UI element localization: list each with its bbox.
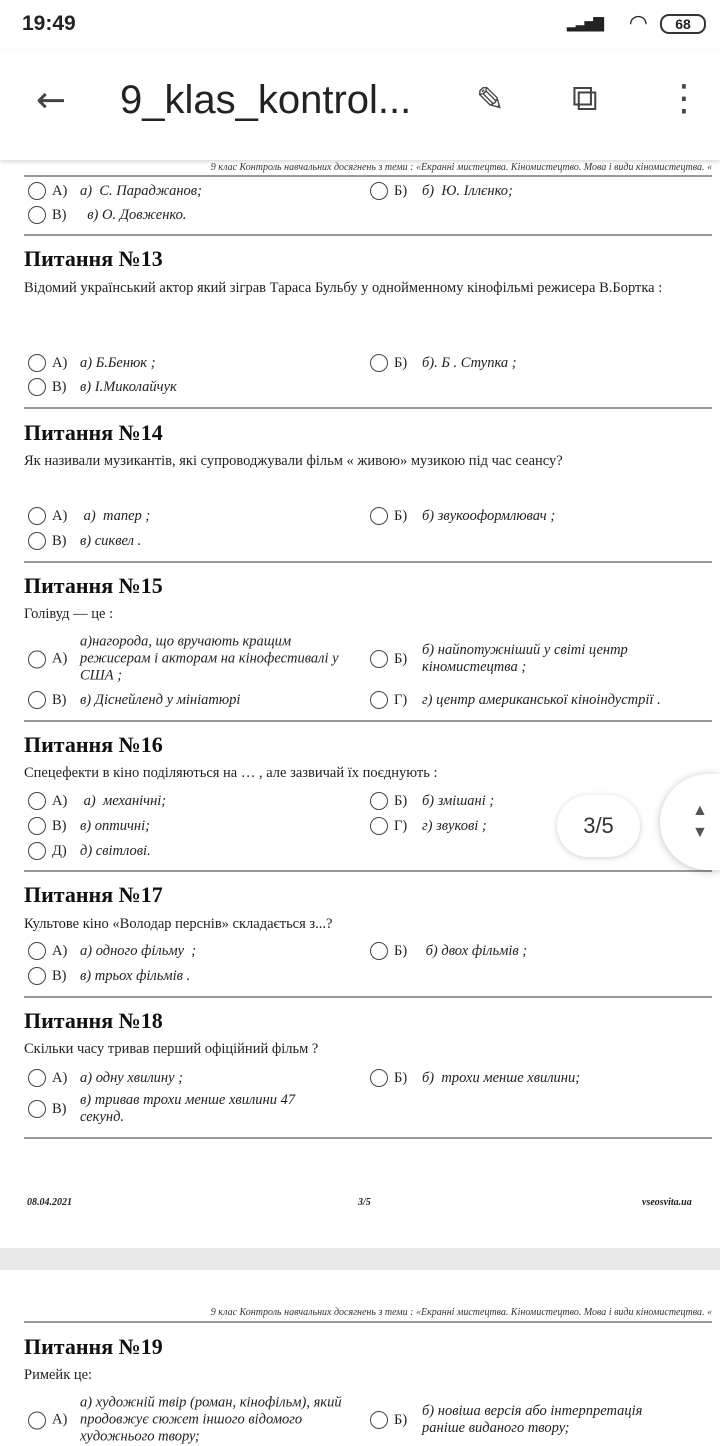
radio-button[interactable]	[28, 532, 46, 550]
question-text: Культове кіно «Володар перснів» складається з...?	[24, 916, 333, 932]
scroll-up-down-icon: ▲ ▼	[692, 802, 708, 841]
answer-option[interactable]	[28, 634, 345, 685]
open-external-icon[interactable]: ⧉	[572, 78, 598, 119]
answer-option[interactable]	[28, 206, 187, 224]
option-text: а) тапер ;	[80, 507, 151, 524]
question-title: Питання №18	[24, 1008, 163, 1033]
radio-button[interactable]	[28, 206, 46, 224]
option-letter: Г)	[394, 817, 408, 834]
question-title: Питання №14	[24, 420, 163, 445]
answer-option[interactable]	[28, 532, 141, 550]
answer-option[interactable]	[28, 842, 151, 860]
wifi-icon: ◠	[628, 10, 648, 35]
radio-button[interactable]	[28, 1100, 46, 1118]
answer-option[interactable]	[28, 182, 202, 200]
option-letter: В)	[52, 817, 67, 834]
option-text: а) одного фільму ;	[80, 942, 197, 959]
option-letter: Б)	[394, 182, 408, 199]
divider	[24, 175, 712, 177]
edit-pencil-icon[interactable]: ✎	[476, 80, 505, 120]
question-title: Питання №16	[24, 732, 163, 757]
option-text: в) Діснейленд у мініатюрі	[80, 691, 241, 708]
option-letter: А)	[52, 1069, 68, 1086]
status-bar	[0, 0, 720, 50]
option-letter: А)	[52, 1411, 68, 1428]
answer-option[interactable]	[28, 1395, 345, 1446]
radio-button[interactable]	[370, 1411, 388, 1429]
option-letter: В)	[52, 967, 67, 984]
toolbar	[0, 50, 720, 160]
radio-button[interactable]	[28, 842, 46, 860]
option-letter: А)	[52, 942, 68, 959]
radio-button[interactable]	[28, 691, 46, 709]
option-letter: В)	[52, 532, 67, 549]
option-text: б) найпотужніший у світі центр кіномистецтва ;	[422, 642, 628, 675]
radio-button[interactable]	[28, 378, 46, 396]
option-letter: Б)	[394, 1411, 408, 1428]
answer-option[interactable]	[28, 817, 150, 835]
more-options-icon[interactable]: ⋮	[666, 78, 702, 119]
option-text: а) художній твір (роман, кінофільм), який продовжує сюжет іншого відомого художнього твору;	[80, 1394, 342, 1445]
clock: 19:49	[22, 12, 76, 35]
option-letter: А)	[52, 792, 68, 809]
option-text: б). Б . Ступка ;	[422, 354, 517, 371]
option-text: б) змішані ;	[422, 792, 495, 809]
radio-button[interactable]	[28, 817, 46, 835]
answer-option[interactable]	[370, 507, 555, 525]
radio-button[interactable]	[28, 1411, 46, 1429]
option-text: а) механічні;	[80, 792, 167, 809]
divider	[24, 234, 712, 236]
radio-button[interactable]	[28, 182, 46, 200]
answer-option[interactable]	[28, 792, 166, 810]
divider	[24, 870, 712, 872]
divider	[24, 1321, 712, 1323]
option-letter: Б)	[394, 1069, 408, 1086]
option-letter: В)	[52, 1100, 67, 1117]
option-text: в) трьох фільмів .	[80, 967, 191, 984]
answer-option[interactable]	[28, 507, 150, 525]
page-header: 9 клас Контроль навчальних досягнень з теми : «Екранні мистецтва. Кіномистецтво. Мова і види кіномистецтва. «	[210, 1307, 712, 1318]
option-letter: Б)	[394, 507, 408, 524]
page-gap	[0, 1248, 720, 1270]
option-text: в) оптичні;	[80, 817, 150, 834]
option-text: б) Ю. Іллєнко;	[422, 182, 513, 199]
answer-option[interactable]	[28, 1069, 183, 1087]
document-title: 9_klas_kontrol...	[120, 78, 412, 122]
option-text: а)нагорода, що вручають кращим режисерам і акторам на кінофестивалі у США ;	[80, 633, 339, 684]
battery-icon: 68	[660, 14, 706, 34]
question-title: Питання №15	[24, 573, 163, 598]
option-letter: В)	[52, 206, 67, 223]
radio-button[interactable]	[28, 354, 46, 372]
question-title: Питання №17	[24, 882, 163, 907]
radio-button[interactable]	[370, 691, 388, 709]
question-text: Голівуд — це :	[24, 606, 114, 622]
answer-option[interactable]	[370, 1069, 580, 1087]
radio-button[interactable]	[370, 942, 388, 960]
back-arrow-icon[interactable]: ←	[36, 80, 67, 121]
answer-option[interactable]	[370, 691, 661, 709]
option-text: д) світлові.	[80, 842, 151, 859]
radio-button[interactable]	[28, 507, 46, 525]
question-text: Відомий український актор який зіграв Тараса Бульбу у однойменному кінофільмі режисера В.Бортка :	[24, 280, 663, 296]
divider	[24, 1137, 712, 1139]
option-text: г) центр американської кіноіндустрії .	[422, 691, 661, 708]
page-header: 9 клас Контроль навчальних досягнень з теми : «Екранні мистецтва. Кіномистецтво. Мова і види кіномистецтва. «	[210, 162, 712, 173]
divider	[24, 996, 712, 998]
answer-option[interactable]	[370, 817, 487, 835]
option-text: б) двох фільмів ;	[422, 942, 528, 959]
question-title: Питання №19	[24, 1334, 163, 1359]
option-letter: В)	[52, 691, 67, 708]
scroll-handle[interactable]	[660, 774, 720, 870]
answer-option[interactable]	[28, 1092, 330, 1126]
answer-option[interactable]	[28, 378, 177, 396]
option-letter: Б)	[394, 650, 408, 667]
footer-page: 3/5	[358, 1197, 371, 1208]
radio-button[interactable]	[370, 792, 388, 810]
answer-option[interactable]	[370, 792, 494, 810]
answer-option[interactable]	[28, 354, 156, 372]
question-text: Спецефекти в кіно поділяються на … , але зазвичай їх поєднують :	[24, 765, 438, 781]
option-text: в) тривав трохи менше хвилини 47 секунд.	[80, 1092, 296, 1125]
footer-site: vseosvita.ua	[642, 1197, 692, 1208]
question-text: Римейк це:	[24, 1367, 93, 1383]
divider	[24, 561, 712, 563]
option-letter: А)	[52, 354, 68, 371]
radio-button[interactable]	[370, 817, 388, 835]
option-text: в) І.Миколайчук	[80, 378, 177, 395]
answer-option[interactable]	[28, 691, 240, 709]
divider	[24, 720, 712, 722]
radio-button[interactable]	[370, 1069, 388, 1087]
radio-button[interactable]	[28, 1069, 46, 1087]
page-indicator: 3/5	[557, 795, 640, 857]
option-letter: Б)	[394, 792, 408, 809]
question-text: Як називали музикантів, які супроводжували фільм « живою» музикою під час сеансу?	[24, 453, 563, 469]
answer-option[interactable]	[370, 642, 682, 676]
option-letter: Г)	[394, 691, 408, 708]
answer-option[interactable]	[370, 1403, 682, 1437]
radio-button[interactable]	[370, 650, 388, 668]
option-text: б) трохи менше хвилини;	[422, 1069, 581, 1086]
answer-option[interactable]	[370, 354, 517, 372]
radio-button[interactable]	[370, 182, 388, 200]
option-letter: Б)	[394, 354, 408, 371]
question-title: Питання №13	[24, 246, 163, 271]
option-letter: Д)	[52, 842, 67, 859]
option-text: б) звукооформлювач ;	[422, 507, 556, 524]
option-letter: Б)	[394, 942, 408, 959]
signal-icon: ▂▃▅▇	[566, 17, 602, 32]
footer-date: 08.04.2021	[27, 1197, 72, 1208]
answer-option[interactable]	[28, 967, 190, 985]
answer-option[interactable]	[370, 182, 513, 200]
option-letter: А)	[52, 182, 68, 199]
option-letter: А)	[52, 507, 68, 524]
option-text: в) О. Довженко.	[80, 206, 187, 223]
answer-option[interactable]	[370, 942, 527, 960]
question-text: Скільки часу тривав перший офіційний фільм ?	[24, 1041, 319, 1057]
radio-button[interactable]	[370, 507, 388, 525]
option-text: а) одну хвилину ;	[80, 1069, 183, 1086]
option-text: г) звукові ;	[422, 817, 487, 834]
option-letter: А)	[52, 650, 68, 667]
option-text: а) Б.Бенюк ;	[80, 354, 156, 371]
divider	[24, 407, 712, 409]
radio-button[interactable]	[28, 650, 46, 668]
option-text: б) новіша версія або інтерпретація раніше виданого твору;	[422, 1403, 643, 1436]
radio-button[interactable]	[28, 792, 46, 810]
radio-button[interactable]	[28, 967, 46, 985]
radio-button[interactable]	[370, 354, 388, 372]
option-text: в) сиквел .	[80, 532, 142, 549]
answer-option[interactable]	[28, 942, 196, 960]
radio-button[interactable]	[28, 942, 46, 960]
option-text: а) С. Параджанов;	[80, 182, 202, 199]
option-letter: В)	[52, 378, 67, 395]
